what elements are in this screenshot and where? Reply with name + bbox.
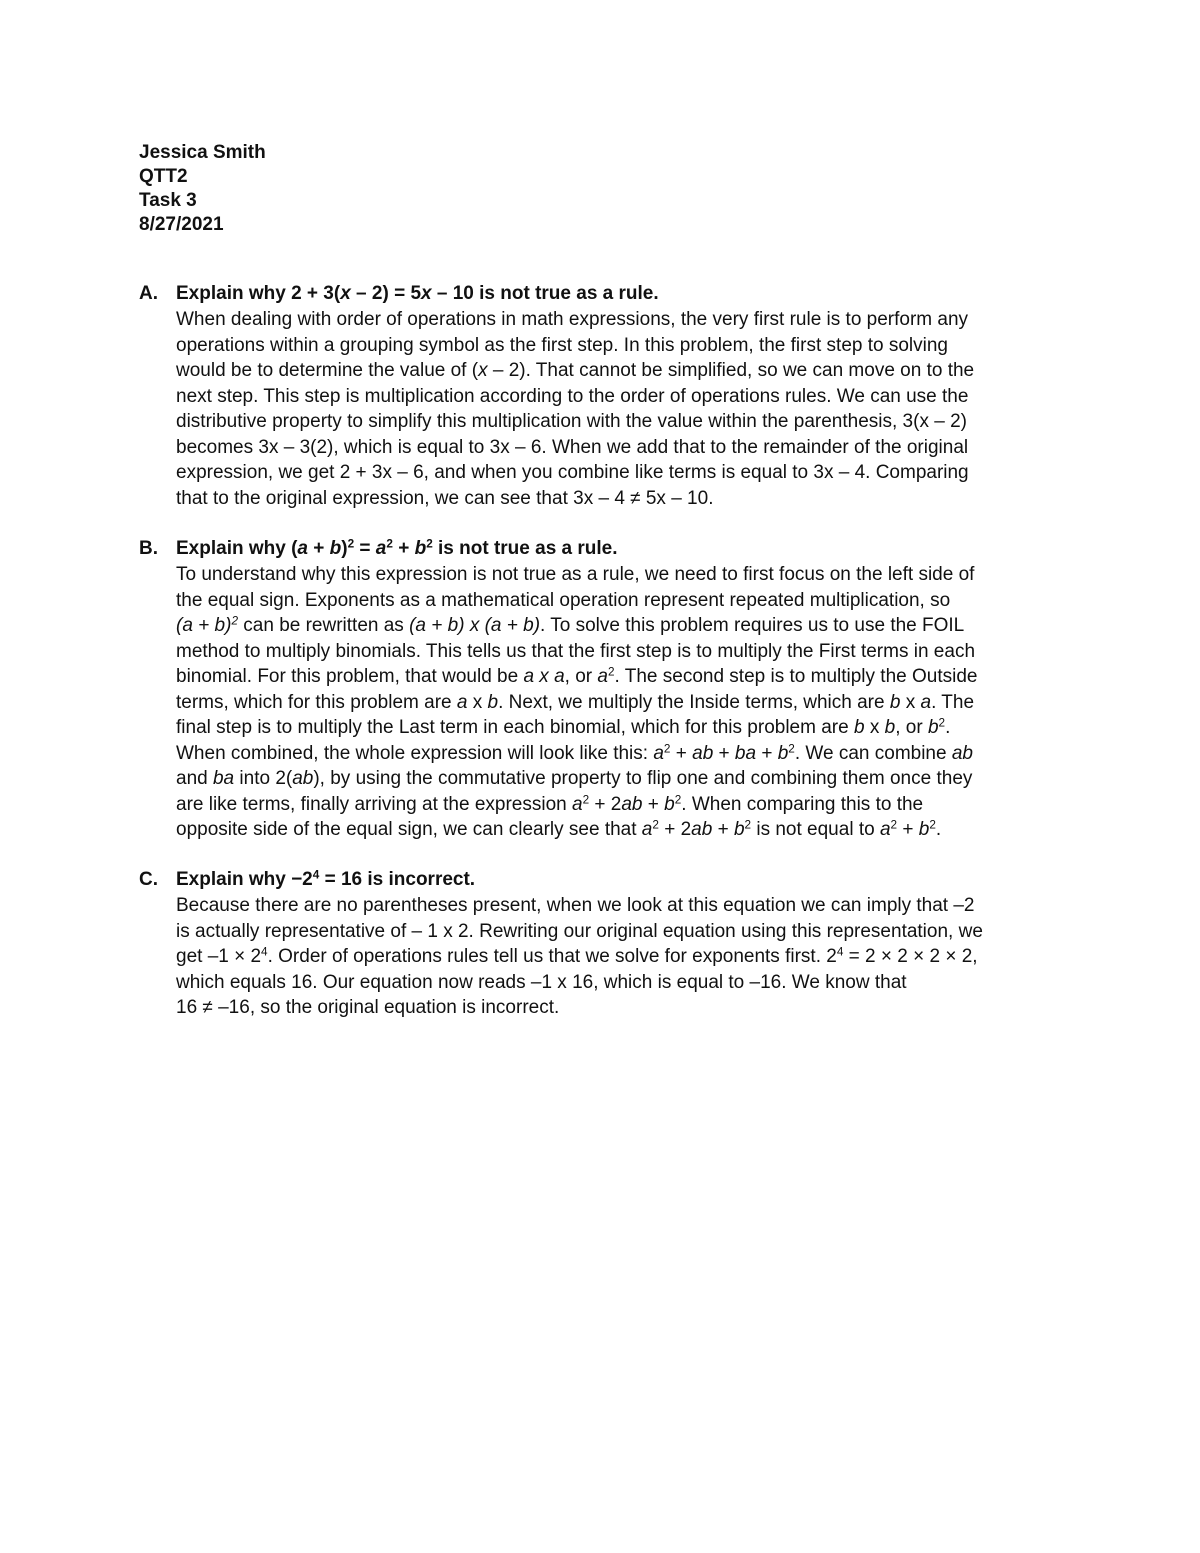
math-italic-text: ba [734,742,757,764]
text-run: , or [564,666,598,687]
math-italic-text: x [421,283,432,304]
superscript: 2 [347,537,355,551]
math-italic-text: ab [692,742,714,764]
answer-line [176,741,1079,767]
text-run: distributive property to simplify this multiplication with the value within the parenthesis, 3(x – 2) [176,411,967,432]
answer-line [176,435,1079,461]
text-run: + [670,742,693,764]
math-italic-text: a [641,819,653,840]
section-question [176,281,1079,307]
answer-line [176,690,1079,716]
answer-line [176,588,1079,614]
text-run: the equal sign. Exponents as a mathematical operation represent repeated multiplication, so [176,589,951,611]
answer-line [176,384,1079,410]
answer-line [176,562,1079,588]
answer-line [176,333,1079,359]
superscript: 4 [836,945,844,959]
text-run: + [308,538,330,559]
text-run: = [354,538,376,559]
text-run: . To solve this problem requires us to use the FOIL [540,615,965,636]
author-name: Jessica Smith [139,142,266,163]
text-run: . Order of operations rules tell us that we solve for exponents first. 2 [267,946,837,967]
section-c [139,867,1079,1021]
answer-line [176,944,1079,970]
math-italic-text: b [733,819,745,840]
document-date: 8/27/2021 [139,214,224,235]
text-run: ) [341,538,348,559]
text-run: x [467,691,488,713]
text-run: that to the original expression, we can see that 3x – 4 ≠ 5x – 10. [176,487,714,509]
math-italic-text: b [889,691,901,713]
math-italic-text: a [572,793,583,815]
math-italic-text: b [918,819,930,840]
text-run: get –1 × 2 [176,946,262,967]
text-run: Explain why 2 + 3( [176,283,341,304]
course-code: QTT2 [139,166,188,187]
math-italic-text: b [777,742,789,764]
math-italic-text: ab [621,793,643,815]
text-run: terms, which for this problem are [176,691,457,713]
answer-line [176,486,1079,512]
math-italic-text: a x a [523,666,565,687]
answer-line [176,995,1079,1021]
math-italic-text: b [853,717,865,738]
superscript: 2 [386,537,393,551]
answer-line [176,358,1079,384]
answer-line [176,766,1079,792]
math-italic-text: a [597,666,608,687]
math-italic-text: b [487,691,499,713]
superscript: 2 [426,537,433,551]
text-run: are like terms, finally arriving at the expression [176,793,572,815]
math-italic-text: a [920,691,932,713]
text-run: + 2 [589,793,622,815]
section-letter: A. [139,283,158,304]
superscript: 2 [582,793,590,807]
text-run: – 10 is not true as a rule. [431,283,659,304]
text-run: – 2) = 5 [350,283,422,304]
answer-line [176,715,1079,741]
text-run: can be rewritten as [238,615,410,636]
superscript: 4 [261,945,268,959]
text-run: next step. This step is multiplication according to the order of operations rules. We can use the [176,385,969,407]
math-italic-text: a [653,742,664,764]
text-run: becomes 3x – 3(2), which is equal to 3x – 6. When we add that to the remainder of the original [176,436,969,458]
math-italic-text: b [927,717,939,738]
superscript: 2 [744,818,752,832]
answer-line [176,817,1079,843]
section-letter: B. [139,538,158,559]
math-italic-text: (a + b) x (a + b) [409,615,541,636]
text-run: is not true as a rule. [432,538,618,559]
text-run: . [945,717,951,738]
text-run: = 16 is incorrect. [319,869,476,890]
section-b [139,536,1079,843]
text-run: operations within a grouping symbol as the first step. In this problem, the first step to solving [176,334,948,356]
text-run: x [900,691,921,713]
text-run: x [864,717,885,738]
text-run: When dealing with order of operations in math expressions, the very first rule is to perform any [176,309,969,330]
text-run: , or [895,717,928,738]
math-italic-text: a [879,819,891,840]
answer-line [176,639,1079,665]
text-run: . Next, we multiply the Inside terms, which are [498,691,890,713]
text-run: 16 ≠ –16, so the original equation is incorrect. [176,997,560,1018]
text-run: would be to determine the value of ( [176,360,479,381]
math-italic-text: (a + b) [176,615,232,636]
text-run: + [713,742,735,764]
text-run: . We can combine [794,742,952,764]
text-run: is actually representative of – 1 x 2. Rewriting our original equation using this representation, we [176,920,983,942]
math-italic-text: b [884,717,896,738]
math-italic-text: a [375,538,387,559]
text-run: into 2( [234,768,293,789]
text-run: is not equal to [751,819,880,840]
task-label: Task 3 [139,190,197,211]
text-run: method to multiply binomials. This tells us that the first step is to multiply the First terms in each [176,640,976,662]
section-answer [176,893,1079,1021]
text-run: expression, we get 2 + 3x – 6, and when you combine like terms is equal to 3x – 4. Comparing [176,462,969,483]
superscript: 2 [938,716,946,730]
math-italic-text: a [297,538,308,559]
math-italic-text: b [664,793,675,815]
math-italic-text: x [478,360,488,381]
document-header [139,141,266,237]
text-run: final step is to multiply the Last term in each binomial, which for this problem are [176,717,854,738]
math-italic-text: ba [212,768,235,789]
answer-line [176,307,1079,333]
section-a [139,281,1079,511]
math-italic-text: ab [691,819,713,840]
text-run: Because there are no parentheses present, when we look at this equation we can imply that –2 [176,895,975,916]
answer-line [176,613,1079,639]
text-run: + 2 [658,819,692,840]
answer-line [176,409,1079,435]
section-question [176,536,1079,562]
math-italic-text: a [456,691,468,713]
superscript: 2 [788,742,795,756]
superscript: 2 [663,742,671,756]
text-run: – 2). That cannot be simplified, so we can move on to the [487,360,975,381]
superscript: 2 [652,818,659,832]
text-run: . When comparing this to the [681,793,924,815]
superscript: 2 [929,818,936,832]
superscript: 2 [231,614,238,628]
section-answer [176,307,1079,511]
math-italic-text: b [414,538,427,559]
math-italic-text: x [340,283,351,304]
section-question [176,867,1079,893]
text-run: opposite side of the equal sign, we can clearly see that [176,819,642,840]
text-run: + [712,819,734,840]
text-run: . The [931,691,975,713]
text-run: binomial. For this problem, that would be [176,666,524,687]
math-italic-text: ab [951,742,973,764]
text-run: + [642,793,665,815]
math-italic-text: b [329,538,342,559]
section-answer [176,562,1079,843]
text-run: . [935,819,942,840]
text-run: + [897,819,919,840]
answer-line [176,893,1079,919]
superscript: 4 [312,868,320,882]
superscript: 2 [607,665,615,679]
answer-line [176,919,1079,945]
answer-line [176,792,1079,818]
section-letter: C. [139,869,158,890]
text-run: ), by using the commutative property to flip one and combining them once they [313,768,973,789]
text-run: which equals 16. Our equation now reads –1 x 16, which is equal to –16. We know that [176,971,907,993]
text-run: To understand why this expression is not true as a rule, we need to first focus on the left side of [176,564,975,585]
answer-line [176,970,1079,996]
superscript: 2 [890,818,898,832]
text-run: + [756,742,778,764]
text-run: + [392,538,415,559]
text-run: Explain why ( [176,538,298,559]
answer-line [176,460,1079,486]
text-run: Explain why −2 [176,869,313,890]
superscript: 2 [674,793,682,807]
math-italic-text: ab [292,768,314,789]
text-run: = 2 × 2 × 2 × 2, [843,946,978,967]
text-run: . The second step is to multiply the Outside [614,666,978,687]
answer-line [176,664,1079,690]
text-run: and [176,768,213,789]
text-run: When combined, the whole expression will look like this: [176,742,654,764]
